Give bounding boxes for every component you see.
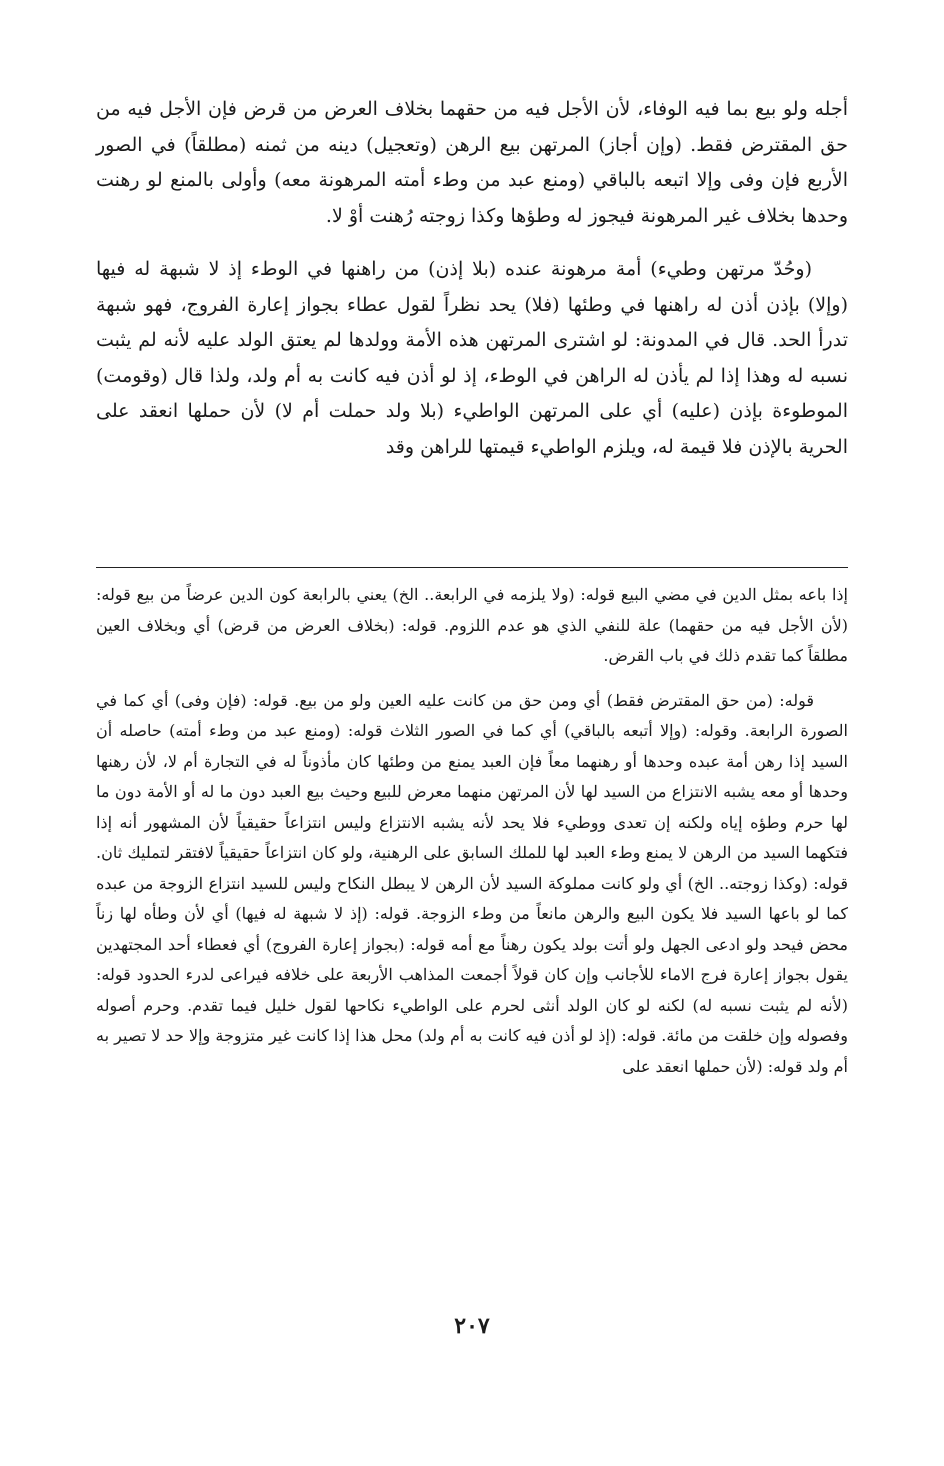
page-number: ٢٠٧	[454, 1313, 490, 1339]
footnote-separator	[96, 567, 848, 568]
book-page	[96, 0, 848, 1466]
note-paragraph-1: إذا باعه بمثل الدين في مضي البيع قوله: (ولا يلزمه في الرابعة.. الخ) يعني بالرابعة كون الدين عرضاً من بيع قوله: (لأن الأجل فيه من حقهما) علة للنفي الذي هو عدم اللزوم. قوله: (بخلاف العرض من قرض) أي وبخلاف العين مطلقاً كما تقدم ذلك في باب القرض.	[96, 585, 848, 665]
main-text	[96, 92, 848, 465]
commentary-notes	[96, 580, 848, 1082]
main-paragraph-1: أجله ولو بيع بما فيه الوفاء، لأن الأجل فيه من حقهما بخلاف العرض من قرض فإن الأجل فيه من حق المقترض فقط. (وإن أجاز) المرتهن بيع الرهن (وتعجيل) دينه من ثمنه (مطلقاً) في الصور الأربع فإن وفى وإلا اتبعه بالباقي (ومنع عبد من وطء أمته المرهونة معه) وأولى بالمنع لو رهنت وحدها بخلاف غير المرهونة فيجوز له وطؤها وكذا زوجته رُهنت أوْ لا.	[96, 98, 848, 227]
main-paragraph-2: (وحُدّ مرتهن وطيء) أمة مرهونة عنده (بلا إذن) من راهنها في الوطء إذ لا شبهة له فيها (وإلا) بإذن أذن له راهنها في وطئها (فلا) يحد نظراً لقول عطاء بجواز إعارة الفروج، فهو شبهة تدرأ الحد. قال في المدونة: لو اشترى المرتهن هذه الأمة وولدها لم يعتق الولد عليه لأنه لم يثبت نسبه له وهذا إذا لم يأذن له الراهن في الوطء، إذ لو أذن فيه كانت به أم ولد، ولذا قال (وقومت) الموطوءة بإذن (عليه) أي على المرتهن الواطيء (بلا ولد حملت أم لا) لأن حملها انعقد على الحرية بالإذن فلا قيمة له، ويلزم الواطيء قيمتها للراهن وقد	[96, 258, 848, 458]
note-paragraph-2: قوله: (من حق المقترض فقط) أي ومن حق من كانت عليه العين ولو من بيع. قوله: (فإن وفى) أي كما في الصورة الرابعة. وقوله: (وإلا أتبعه بالباقي) أي كما في الصور الثلاث قوله: (ومنع عبد من وطء أمته) حاصله أن السيد إذا رهن أمة عبده وحدها أو رهنهما معاً فإن العبد يمنع من وطئها كان مأذوناً له في التجارة أم لا، لأن رهنها وحدها أو معه يشبه الانتزاع من السيد لها لأن المرتهن منهما معرض للبيع وحيث بيع العبد دون ما له أو الأمة دون ما لها حرم وطؤه إياه ولكنه إن تعدى ووطيء فلا يحد لأنه يشبه الانتزاع وليس انتزاعاً حقيقياً لأن المشهور أنه إذا فتكهما السيد من الرهن لا يمنع وطء العبد لها للملك السابق على الرهنية، ولو كان انتزاعاً حقيقياً لافتقر لتمليك ثان. قوله: (وكذا زوجته.. الخ) أي ولو كانت مملوكة السيد لأن الرهن لا يبطل النكاح وليس للسيد انتزاع الزوجة من عبده كما لو باعها السيد فلا يكون البيع والرهن مانعاً من وطء الزوجة. قوله: (إذ لا شبهة له فيها) أي لأن وطأه لها زناً محض فيحد ولو ادعى الجهل ولو أتت بولد يكون رهناً مع أمه قوله: (بجواز إعارة الفروج) أي فعطاء أحد المجتهدين يقول بجواز إعارة فرج الاماء للأجانب وإن كان قولاً أجمعت المذاهب الأربعة على خلافه فيراعى لدرء الحدود قوله: (لأنه لم يثبت نسبه له) لكنه لو كان الولد أنثى لحرم على الواطيء نكاحها لقول خليل فيما تقدم. وحرم أصوله وفصوله وإن خلقت من مائة. قوله: (إذ لو أذن فيه كانت به أم ولد) محل هذا إذا كانت غير متزوجة وإلا حد لا تصير به أم ولد قوله: (لأن حملها انعقد على	[96, 690, 849, 1076]
